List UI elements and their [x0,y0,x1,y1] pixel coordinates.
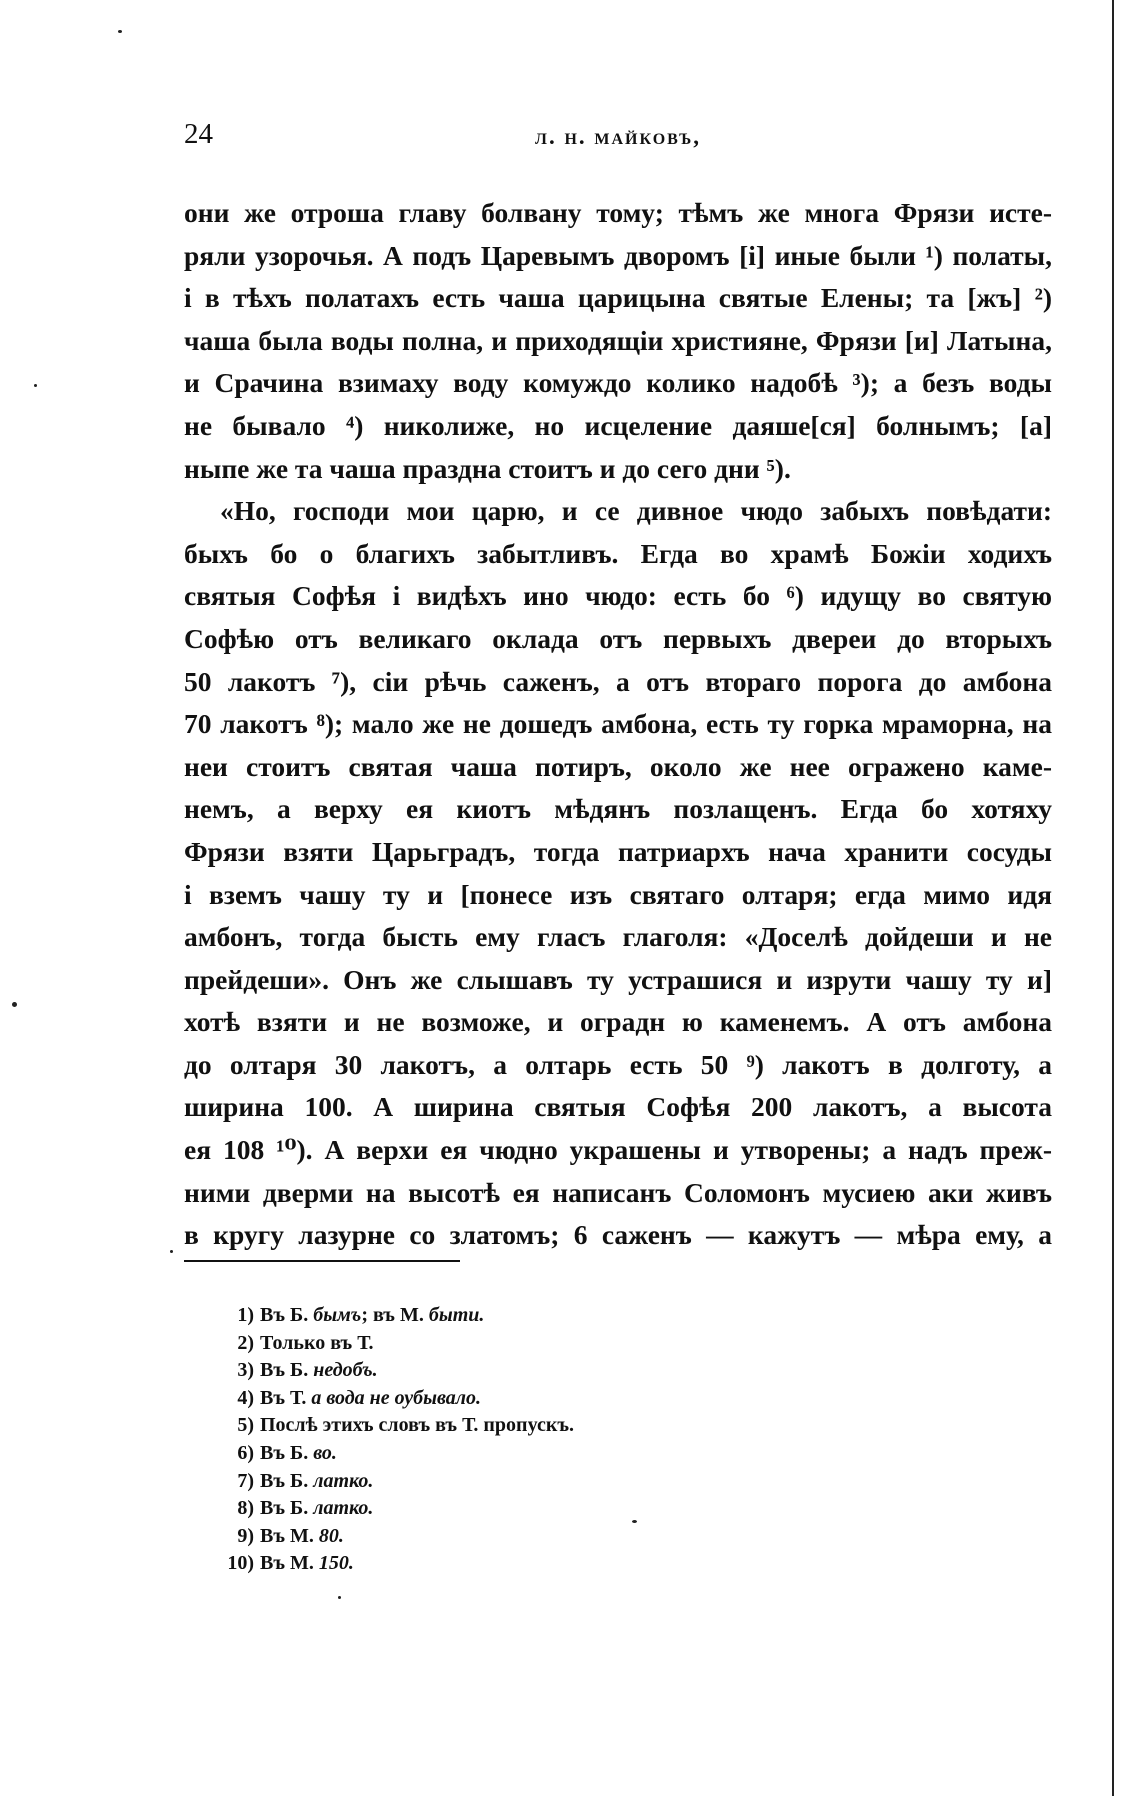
text-line: быхъ бо о благихъ забытливъ. Егда во храмѣ Божіи ходихъ [184,537,1052,569]
footnote-separator: ; въ М. [361,1304,424,1326]
text-line: хотѣ взяти и не возможе, и оградн ю каменемъ. А отъ амбона [184,1006,1052,1038]
scan-speck [118,30,122,33]
footnote [216,1523,816,1551]
text-line: Фрязи взяти Царьградъ, тогда патриархъ нача хранити сосуды [184,835,1052,867]
footnote [216,1495,816,1523]
text-line: до олтаря 30 лакотъ, а олтарь есть 50 ⁹) лакотъ в долготу, а [184,1048,1052,1080]
scan-speck [12,1002,17,1007]
footnote [216,1385,816,1413]
footnote-number: 6) [237,1441,254,1464]
footnote-number: 1) [237,1304,254,1326]
footnote [216,1468,816,1496]
footnote-number: 9) [237,1524,254,1547]
text-line: 50 лакотъ ⁷), сіи рѣчь саженъ, а отъ втораго порога до амбона [184,665,1052,697]
footnote-number: 7) [237,1469,254,1492]
text-line: немъ, а верху ея киотъ мѣдянъ позлащенъ. Егда бо хотяху [184,793,1052,825]
scan-speck [632,1520,637,1523]
footnote-text: Въ Б. [260,1304,309,1326]
footnote-number: 2) [237,1331,254,1354]
footnote-variant: 80. [318,1524,344,1547]
footnote-number: 4) [237,1386,254,1409]
text-line: в кругу лазурне со златомъ; 6 саженъ — кажутъ — мѣра ему, а [184,1219,1052,1251]
footnote-text: Въ Б. [260,1469,309,1492]
scan-page-edge [1112,0,1114,1796]
footnote-rule [184,1260,460,1262]
footnote-variant: недобъ. [313,1359,378,1382]
footnote-variant: во. [313,1441,337,1464]
footnote-text: Въ Б. [260,1441,309,1464]
text-line: ними дверми на высотѣ ея написанъ Соломонъ мусиею аки живъ [184,1176,1052,1208]
footnote-text: Въ М. [260,1524,314,1547]
footnote-text: Только въ Т. [260,1331,374,1354]
text-line: 70 лакотъ ⁸); мало же не дошедъ амбона, есть ту горка мраморна, на [184,708,1052,740]
page-number: 24 [184,118,213,150]
footnote-number: 3) [237,1359,254,1382]
text-line: святыя Софѣя і видѣхъ ино чюдо: есть бо ⁶) идущу во святую [184,580,1052,612]
footnote [216,1440,816,1468]
text-line: неи стоитъ святая чаша потиръ, около же нее огражено каме- [184,750,1052,782]
text-line: чаша была воды полна, и приходящіи християне, Фрязи [и] Латына, [184,324,1052,356]
text-line: амбонъ, тогда бысть ему гласъ глаголя: «Доселѣ дойдеши и не [184,921,1052,953]
text-line: ряли узорочья. А подъ Царевымъ дворомъ [і] иные были ¹) полаты, [184,239,1052,271]
footnote-number: 10) [227,1552,254,1575]
footnote-variant: быти. [428,1304,485,1326]
text-line: ея 108 ¹⁰). А верхи ея чюдно украшены и утворены; а надъ преж- [184,1134,1052,1166]
text-line: Софѣю отъ великаго оклада отъ первыхъ двереи до вторыхъ [184,622,1052,654]
text-line: ширина 100. А ширина святыя Софѣя 200 лакотъ, а высота [184,1091,1052,1123]
footnote-number: 8) [237,1497,254,1520]
footnote [216,1357,816,1385]
footnote-text: Въ Б. [260,1497,309,1520]
footnote-text: Въ Б. [260,1359,309,1382]
text-line: і вземъ чашу ту и [понесе изъ святаго олтаря; егда мимо идя [184,878,1052,910]
footnote [216,1330,816,1358]
footnote-text: Въ М. [260,1552,314,1575]
paragraph-start-line: «Но, господи мои царю, и се дивное чюдо забыхъ повѣдати: [220,495,1052,527]
footnote-variant: латко. [313,1469,374,1492]
footnotes [216,1302,816,1578]
text-line: не бывало ⁴) николиже, но исцеление даяше[ся] болнымъ; [а] [184,409,1052,441]
text-line: і в тѣхъ полатахъ есть чаша царицына святые Елены; та [жъ] ²) [184,282,1052,314]
footnote [216,1550,816,1578]
page-header [184,118,1052,158]
text-line: и Срачина взимаху воду комуждо колико надобѣ ³); а безъ воды [184,367,1052,399]
footnote-variant: бымъ [313,1304,362,1326]
running-head: л. н. майковъ, [535,124,701,149]
scan-speck [338,1596,341,1599]
footnote-text: Въ Т. [260,1386,307,1409]
main-text [184,192,1052,1257]
footnote-variant: латко. [313,1497,374,1520]
text-line: они же отроша главу болвану тому; тѣмъ же многа Фрязи исте- [184,197,1052,228]
scan-speck [170,1250,173,1253]
text-line: прейдеши». Онъ же слышавъ ту устрашися и изрути чашу ту и] [184,963,1052,995]
footnote-text: Послѣ этихъ словъ въ Т. пропускъ. [260,1414,575,1437]
scan-speck [34,384,37,387]
footnote-number: 5) [237,1414,254,1437]
text-line: ныпе же та чаша праздна стоитъ и до сего дни ⁵). [184,452,791,484]
footnote-variant: 150. [318,1552,354,1575]
footnote [216,1302,816,1330]
footnote-variant: а вода не оубывало. [311,1386,482,1409]
footnote [216,1412,816,1440]
